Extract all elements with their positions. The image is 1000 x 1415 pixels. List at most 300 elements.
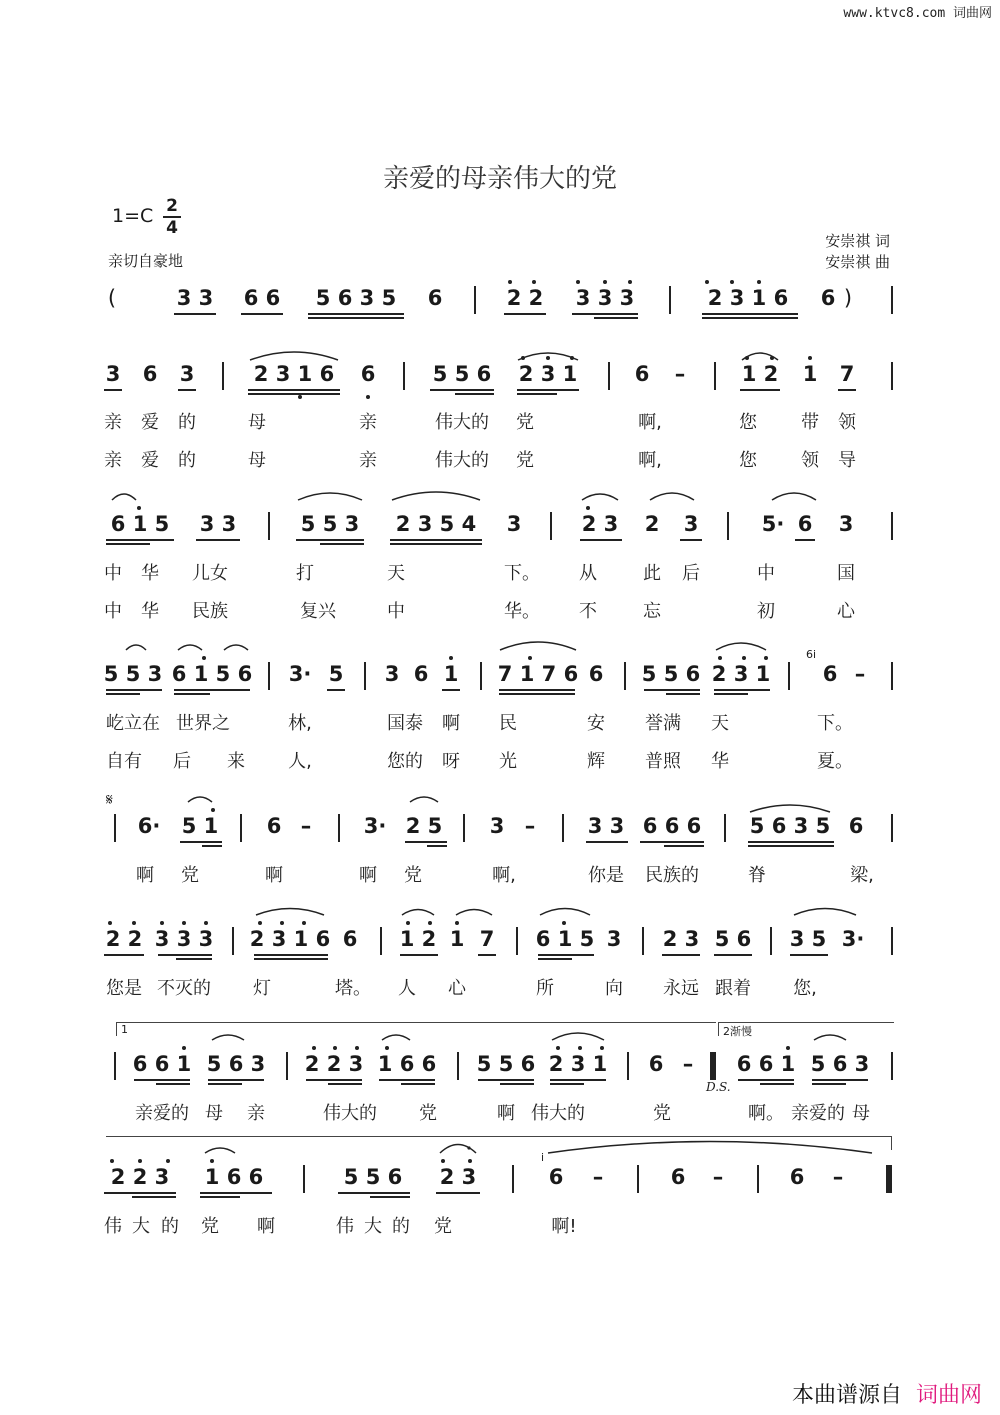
lyric: 儿女 [192,563,228,584]
underline [666,693,700,695]
note-group: 2 2 3 [110,1165,170,1189]
underline [174,313,216,315]
lyric: 亲 [104,450,122,471]
underline [196,539,240,541]
note-group: 5 6 3 5 [749,814,831,838]
lyric: 母 [205,1103,223,1124]
octave-dot [406,921,410,925]
octave-dot [210,1159,214,1163]
barline [714,362,716,390]
note-group: 5 5 3 [103,662,163,686]
octave-dot [204,921,208,925]
lyric: 伟大的 [531,1103,585,1124]
octave-dot [628,280,632,284]
lyric: 灯 [253,978,271,999]
note-group: 5 5 6 [343,1165,403,1189]
score-system-5 [0,814,1000,858]
note-group: 1 2 [399,927,437,951]
lyric: 光 [499,751,517,772]
lyrics-line-4 [0,597,1000,623]
octave-dot [428,921,432,925]
note-group: 3 5 [789,927,827,951]
footer-source-text: 本曲谱源自 [791,1383,902,1408]
barline [642,927,644,955]
octave-dot [366,395,370,399]
octave-dot [586,506,590,510]
note-group: 7 1 7 6 [497,662,579,686]
lyric: 党 [653,1103,671,1124]
lyrics-line-6 [0,747,1000,773]
note: 6 [797,512,813,536]
lyric: 啊 [136,865,154,886]
note: 3 [506,512,522,536]
underline [430,389,494,391]
underline [254,958,328,960]
composer-credit: 安崇祺 曲 [825,253,890,271]
note: 6· [137,814,161,838]
octave-dot [280,921,284,925]
lyric: 大 [364,1216,382,1237]
lyric: 您的 [387,751,423,772]
underline [248,389,340,391]
dash: – [832,1165,844,1189]
lyric: 您是 [106,978,142,999]
underline [200,1192,272,1194]
lyric: 党 [516,450,534,471]
note-group: 2 3 1 6 [249,927,331,951]
note-group: 2 3 1 6 [253,362,335,386]
slur [772,493,816,500]
final-barline [886,1165,892,1193]
underline [156,1083,190,1085]
underline [296,539,364,541]
lyric: 不 [579,601,597,622]
underline [106,543,150,545]
ds-sign: D.S. [706,1080,731,1094]
barline [338,814,340,842]
lyric: 打 [296,563,314,584]
note: 3 [384,662,400,686]
slur [500,642,576,650]
note: 6 [360,362,376,386]
barline [240,814,242,842]
lyric: 从 [579,563,597,584]
lyric: 初 [757,601,775,622]
note: 3 [838,512,854,536]
score-system-8 [0,1151,1000,1209]
note-group: 2 5 [405,814,443,838]
lyric: 啊 [257,1216,275,1237]
lyric: 塔。 [335,978,371,999]
note: 5 [328,662,344,686]
lyric: 母 [248,450,266,471]
score-system-3 [0,512,1000,556]
tempo-marking: 亲切自豪地 [108,252,184,270]
lyric: 中 [757,563,775,584]
lyric: 后 [682,563,700,584]
score-system-2 [0,362,1000,406]
note-group: 5 5 6 [641,662,701,686]
lyric: 呀 [442,751,460,772]
octave-dot [742,656,746,660]
barline [403,362,405,390]
underline [400,954,438,956]
octave-dot [600,1046,604,1050]
note-group: 3 3 [587,814,625,838]
note-group: 6 6 1 [132,1052,192,1076]
note: 6 [670,1165,686,1189]
note: 3 [683,512,699,536]
lyrics-line-5 [0,709,1000,735]
underline [594,317,638,319]
octave-dot [110,1159,114,1163]
underline [390,543,482,545]
underline [550,1083,584,1085]
underline [838,389,856,391]
underline [436,1192,480,1194]
lyric: 您 [739,450,757,471]
lyric: 自有 [106,751,142,772]
lyric: 大 [132,1216,150,1237]
lyric: 中 [104,563,122,584]
underline [640,841,704,843]
octave-dot [570,356,574,360]
barline [724,814,726,842]
barline [232,927,234,955]
note: 1 [449,927,465,951]
lyrics-line-2 [0,446,1000,472]
underline [104,954,144,956]
lyric: 啊。 [748,1103,784,1124]
note-group: 3 3 3 [154,927,214,951]
lyric: 民族 [192,601,228,622]
score-system-1 [0,286,1000,330]
note-group: 5 5 6 [476,1052,536,1076]
underline [812,1079,868,1081]
underline [795,539,815,541]
barline [891,814,893,842]
lyric: 党 [404,865,422,886]
lyric: 下。 [817,713,853,734]
barline [114,1052,116,1080]
underline [132,1196,176,1198]
grace-note: i [541,1151,545,1164]
lyric: 亲爱的 [135,1103,189,1124]
barline [770,927,772,955]
note-group: 6 6 1 [736,1052,796,1076]
note-group: 5 5 6 [432,362,492,386]
underline [760,1083,794,1085]
lyric: 带 [801,412,819,433]
lyrics-line-8 [0,974,1000,1000]
note: 3· [363,814,387,838]
underline [586,841,628,843]
lyric: 后 [173,751,191,772]
lyric: 亲 [359,412,377,433]
lyric: 世界之 [176,713,230,734]
barline [516,927,518,955]
lyric: 所 [536,978,554,999]
lyric: 母 [852,1103,870,1124]
underline [442,689,460,691]
note-group: 5 1 [181,814,219,838]
underline [174,693,210,695]
barline [637,1165,639,1193]
note-group: 5 6 3 5 [315,286,397,310]
dash: – [300,814,312,838]
lyric: 忘 [643,601,661,622]
slur [250,352,338,360]
underline [405,841,447,843]
barline [727,512,729,540]
open-paren: ( [107,286,117,310]
note: 6 [266,814,282,838]
volta-extension [106,1136,892,1137]
dash: – [682,1052,694,1076]
lyric: 亲 [104,412,122,433]
underline [499,693,575,695]
octave-dot [603,280,607,284]
underline [790,954,828,956]
underline [478,954,496,956]
slur [540,909,590,916]
barline [550,512,552,540]
footer-site-name: 词曲网 [915,1383,982,1408]
lyric: 人, [288,751,312,772]
lyric: 林, [288,713,312,734]
lyric: 普照 [645,751,681,772]
slur [650,493,694,500]
octave-dot [578,1046,582,1050]
barline [303,1165,305,1193]
octave-dot [718,656,722,660]
barline [891,662,893,690]
underline [208,1083,242,1085]
slur [402,910,434,916]
lyric: 屹立在 [106,713,160,734]
underline [702,313,798,315]
note-group: 6 1 5 [110,512,170,536]
underline [538,958,572,960]
underline [538,954,594,956]
note-group: 2 3 [662,927,700,951]
underline [241,313,283,315]
underline [664,845,704,847]
footer-source [792,1378,982,1409]
lyric: 中 [104,601,122,622]
lyric: 啊 [497,1103,515,1124]
lyric: 伟 [336,1216,354,1237]
octave-dot [132,921,136,925]
lyric: 跟着 [715,978,751,999]
volta-extension-end [891,1136,892,1150]
note: 3 [105,362,121,386]
barline [891,512,893,540]
barline [788,662,790,690]
note: 7 [479,927,495,951]
octave-dot [138,1159,142,1163]
lyric: 华 [711,751,729,772]
lyric: 啊! [551,1216,577,1237]
grace-note: 6i [806,648,817,661]
octave-dot [532,280,536,284]
barline [286,1052,288,1080]
slur [548,1142,872,1154]
octave-dot [546,356,550,360]
lyric: 的 [161,1216,179,1237]
slur [178,645,202,650]
lyrics-line-9 [0,1099,1000,1125]
lyric: 领 [801,450,819,471]
underline [517,389,579,391]
note: 3 [489,814,505,838]
octave-dot [211,808,215,812]
score-system-6 [0,927,1000,971]
lyric: 伟大的 [435,412,489,433]
note-group: 1 6 6 [377,1052,437,1076]
octave-dot [556,1046,560,1050]
lyric: 的 [178,450,196,471]
lyric: 您 [739,412,757,433]
barline [891,362,893,390]
lyric: 的 [392,1216,410,1237]
octave-dot [166,1159,170,1163]
lyric: 誉满 [645,713,681,734]
lyric: 母 [248,412,266,433]
note: 3· [288,662,312,686]
time-signature [162,196,182,238]
lyric: 爱 [141,450,159,471]
note: 6 [848,814,864,838]
note-group: 6 6 6 [642,814,702,838]
underline [158,954,212,956]
lyric: 伟大的 [435,450,489,471]
underline [455,393,494,395]
underline [134,1079,190,1081]
octave-dot [745,356,749,360]
underline [106,693,140,695]
slur [112,494,136,500]
octave-dot [108,921,112,925]
note-group: 5 5 3 [300,512,360,536]
note-group: 3 3 [176,286,214,310]
underline [178,389,196,391]
octave-dot [576,280,580,284]
underline [379,1079,435,1081]
lyric: 领 [838,412,856,433]
note-group: 2 3 1 [711,662,771,686]
lyric: 来 [227,751,245,772]
underline [702,317,798,319]
octave-dot [730,280,734,284]
lyric: 亲 [359,450,377,471]
slur [205,1148,235,1153]
lyric: 啊 [359,865,377,886]
note: 5· [761,512,785,536]
slur [750,805,830,812]
slur [392,492,480,500]
octave-dot [312,1046,316,1050]
slur [440,1145,476,1154]
barline [268,662,270,690]
lyric: 民族的 [645,865,699,886]
note-group: 2 2 [506,286,544,310]
dash: – [592,1165,604,1189]
time-bottom: 4 [166,218,178,238]
note-group: 1 6 6 [204,1165,264,1189]
octave-dot [160,921,164,925]
slur [256,909,324,916]
underline [580,539,622,541]
underline [338,1192,410,1194]
underline [248,393,340,395]
underline [740,389,780,391]
lyric: 不灭的 [157,978,211,999]
note-group: 3 3 [199,512,237,536]
dash: – [712,1165,724,1189]
dash: – [524,814,536,838]
octave-dot [182,1046,186,1050]
note-group: 2 3 1 [548,1052,608,1076]
underline [572,313,638,315]
barline [480,662,482,690]
slur [298,493,362,500]
slur [716,643,766,650]
note: 2 [644,512,660,536]
note-group: 6 [820,286,836,310]
lyric: 党 [419,1103,437,1124]
underline [320,543,364,545]
slur [582,494,618,500]
note-group: 6 6 [243,286,281,310]
barline [608,362,610,390]
underline [327,689,345,691]
octave-dot [705,280,709,284]
octave-dot [355,1046,359,1050]
key-signature: 1=C [112,205,154,227]
note-group: 5 6 [714,927,752,951]
lyrics-line-1 [0,408,1000,434]
lyric: 国泰 [387,713,423,734]
note: 6 [342,927,358,951]
underline [390,539,482,541]
close-paren: ) [843,286,853,310]
lyric: 爱 [141,412,159,433]
note-group: 5 6 3 [810,1052,870,1076]
note: 3 [179,362,195,386]
note-group: 3 3 3 [575,286,635,310]
underline [500,1083,534,1085]
slur [126,645,146,650]
lyrics-line-3 [0,559,1000,585]
score-system-7 [0,1052,1000,1096]
lyric: 啊, [638,412,662,433]
octave-dot [385,1046,389,1050]
octave-dot [562,921,566,925]
lyric: 啊 [442,713,460,734]
note: 7 [839,362,855,386]
note-group: 2 3 1 6 [707,286,789,310]
lyric: 亲 [247,1103,265,1124]
barline [463,814,465,842]
note-group: 1 2 [741,362,779,386]
note: 3· [841,927,865,951]
octave-dot [258,921,262,925]
barline [512,1165,514,1193]
octave-dot [808,356,812,360]
note-group: 6 1 5 6 [171,662,253,686]
underline [370,1196,410,1198]
